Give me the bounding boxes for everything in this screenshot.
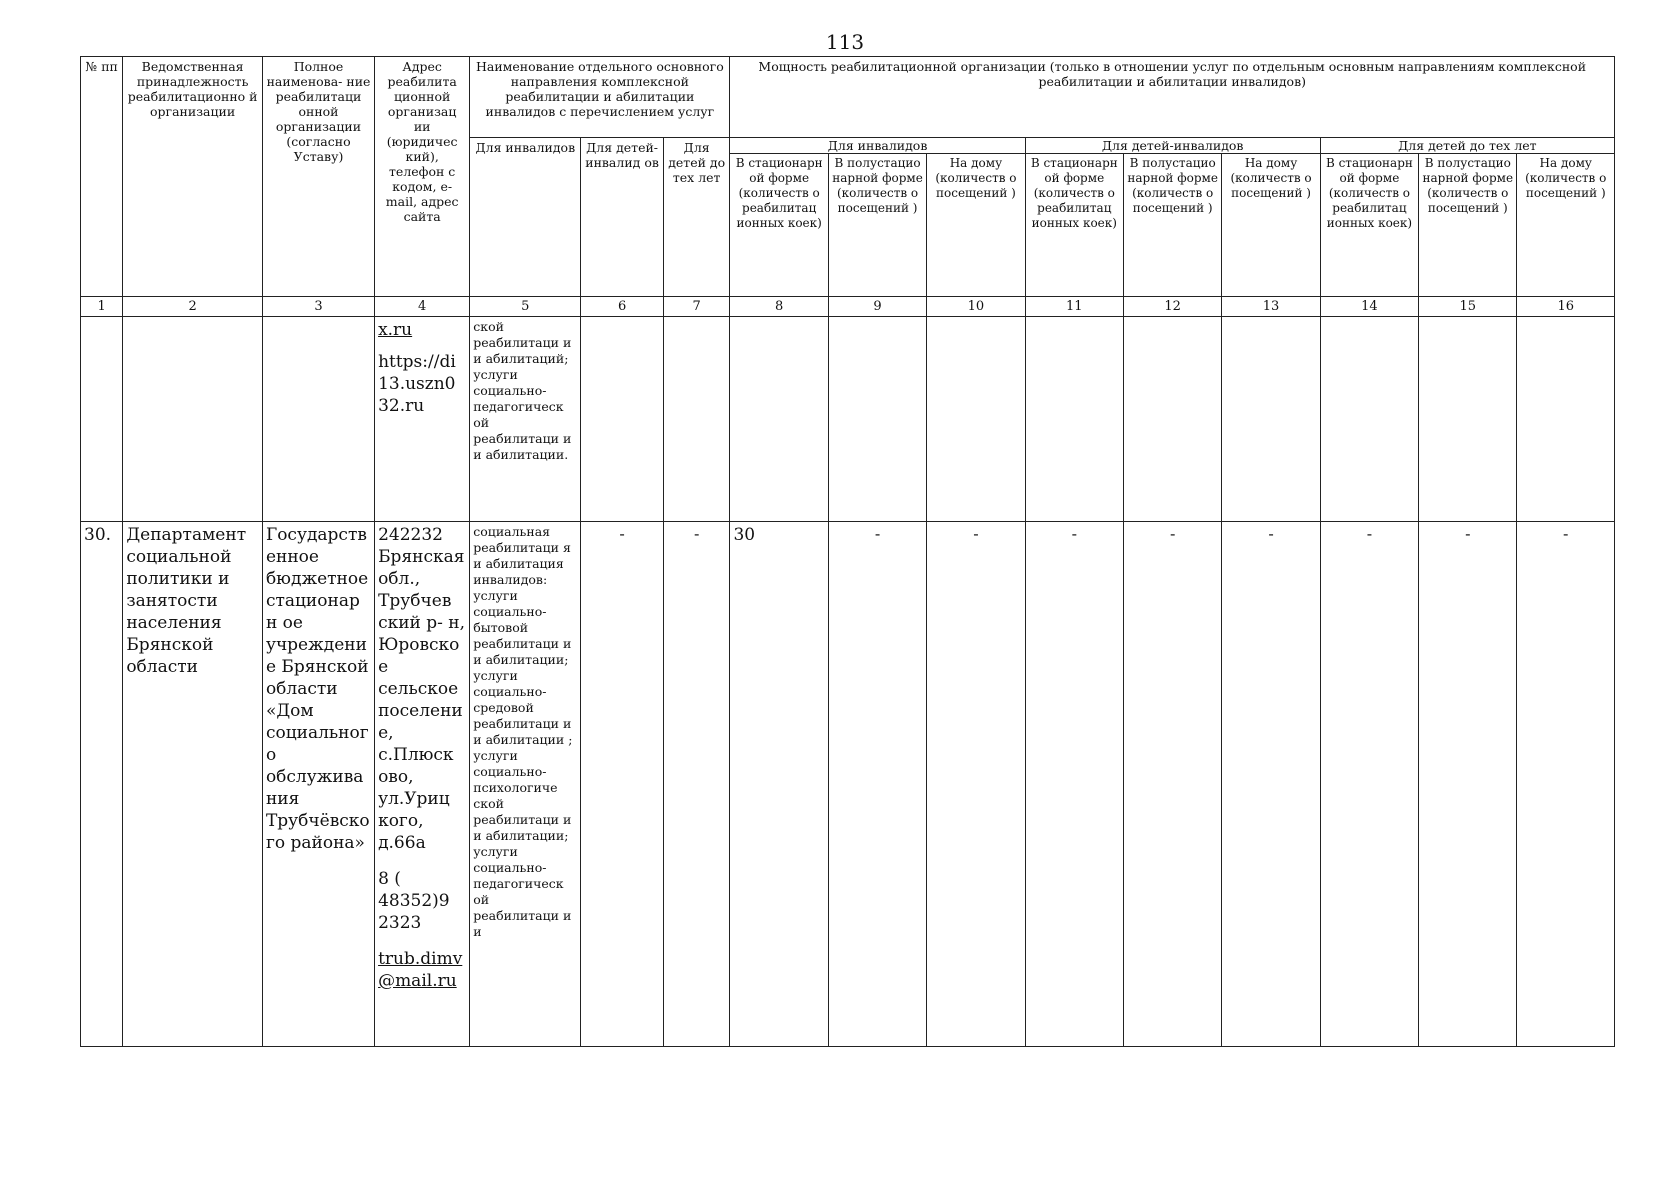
header-number: № пп xyxy=(81,57,123,297)
header-sub-children-invalids: Для детей-инвалидов xyxy=(1025,138,1320,154)
header-c8-stationary: В стационарн ой форме (количеств о реабилитац ионных коек) xyxy=(730,154,828,297)
header-c12-semistationary: В полустацио нарной форме (количеств о посещений ) xyxy=(1123,154,1221,297)
cell-col16: - xyxy=(1517,522,1615,1047)
cont-website: https://di 13.uszn0 32.ru xyxy=(378,352,456,416)
page-number: 113 xyxy=(825,30,865,54)
header-sub-invalids: Для инвалидов xyxy=(730,138,1025,154)
column-number: 2 xyxy=(123,297,263,317)
header-c16-home: На дому (количеств о посещений ) xyxy=(1517,154,1615,297)
column-number: 1 xyxy=(81,297,123,317)
services-cell: социальная реабилитаци я и абилитация инвалидов: услуги социально- бытовой реабилитаци и и абилитации; услуги социально- средовой реабилитаци и и абилитации ; услуги социально- психологиче ской реабилитаци и и абилитации; услуги социально- педагогическ ой реабилитаци и и xyxy=(470,522,581,1047)
column-number: 10 xyxy=(927,297,1025,317)
cont-services: ской реабилитаци и и абилитаций; услуги социально- педагогическ ой реабилитаци и и абилитации. xyxy=(470,317,581,522)
cont-email-link[interactable]: x.ru xyxy=(378,320,413,340)
column-number: 15 xyxy=(1419,297,1517,317)
header-c15-semistationary: В полустацио нарной форме (количеств о посещений ) xyxy=(1419,154,1517,297)
header-address: Адрес реабилита ционной организац ии (юридичес кий), телефон с кодом, e- mail, адрес сайта xyxy=(375,57,470,297)
header-dir-children-3: Для детей до тех лет xyxy=(663,138,730,297)
column-number: 5 xyxy=(470,297,581,317)
header-c13-home: На дому (количеств о посещений ) xyxy=(1222,154,1320,297)
header-direction-group: Наименование отдельного основного направления комплексной реабилитации и абилитации инвалидов с перечислением услуг xyxy=(470,57,730,138)
header-c11-stationary: В стационарн ой форме (количеств о реабилитац ионных коек) xyxy=(1025,154,1123,297)
header-c10-home: На дому (количеств о посещений ) xyxy=(927,154,1025,297)
header-c14-stationary: В стационарн ой форме (количеств о реабилитац ионных коек) xyxy=(1320,154,1418,297)
cell-col11: - xyxy=(1025,522,1123,1047)
email-link[interactable]: trub.dimv @mail.ru xyxy=(378,949,463,991)
address-cell xyxy=(375,522,470,1047)
cell-col8-stationary-beds: 30 xyxy=(730,522,828,1047)
column-number: 8 xyxy=(730,297,828,317)
cell-col12: - xyxy=(1123,522,1221,1047)
column-numbers-row xyxy=(81,297,1615,317)
address-text: 242232 Брянская обл., Трубчев ский р- н, Юровско е сельское поселени е, с.Плюск ово, ул.Уриц кого, д.66а xyxy=(378,525,466,853)
column-number: 7 xyxy=(663,297,730,317)
table-row-continuation xyxy=(81,317,1615,522)
column-number: 12 xyxy=(1123,297,1221,317)
header-sub-children-3: Для детей до тех лет xyxy=(1320,138,1614,154)
org-name-cell: Государств енное бюджетное стационарн ое учреждени е Брянской области «Дом социальног о обслужива ния Трубчёвско го района» xyxy=(262,522,374,1047)
department-cell: Департамент социальной политики и занятости населения Брянской области xyxy=(123,522,263,1047)
column-number: 6 xyxy=(581,297,664,317)
cell-col13: - xyxy=(1222,522,1320,1047)
header-dir-invalids: Для инвалидов xyxy=(470,138,581,297)
cell-col9: - xyxy=(828,522,926,1047)
cont-address-cell xyxy=(375,317,470,522)
column-number: 4 xyxy=(375,297,470,317)
phone-text: 8 ( 48352)9 2323 xyxy=(378,869,450,933)
header-c9-semistationary: В полустацио нарной форме (количеств о посещений ) xyxy=(828,154,926,297)
column-number: 9 xyxy=(828,297,926,317)
column-number: 16 xyxy=(1517,297,1615,317)
cell-col6: - xyxy=(581,522,664,1047)
column-number: 13 xyxy=(1222,297,1320,317)
header-row-1 xyxy=(81,57,1615,138)
row-number: 30. xyxy=(81,522,123,1047)
table-row-30 xyxy=(81,522,1615,1047)
column-number: 11 xyxy=(1025,297,1123,317)
header-org-name: Полное наименова- ние реабилитаци онной организации (согласно Уставу) xyxy=(262,57,374,297)
header-dir-children-invalids: Для детей- инвалид ов xyxy=(581,138,664,297)
header-department: Ведомственная принадлежность реабилитационно й организации xyxy=(123,57,263,297)
header-capacity-group: Мощность реабилитационной организации (только в отношении услуг по отдельным основным направлениям комплексной реабилитации и абилитации инвалидов) xyxy=(730,57,1615,138)
column-number: 14 xyxy=(1320,297,1418,317)
cell-col15: - xyxy=(1419,522,1517,1047)
rehab-registry-table xyxy=(80,56,1615,1047)
cell-col7: - xyxy=(663,522,730,1047)
cell-col10: - xyxy=(927,522,1025,1047)
cell-col14: - xyxy=(1320,522,1418,1047)
column-number: 3 xyxy=(262,297,374,317)
